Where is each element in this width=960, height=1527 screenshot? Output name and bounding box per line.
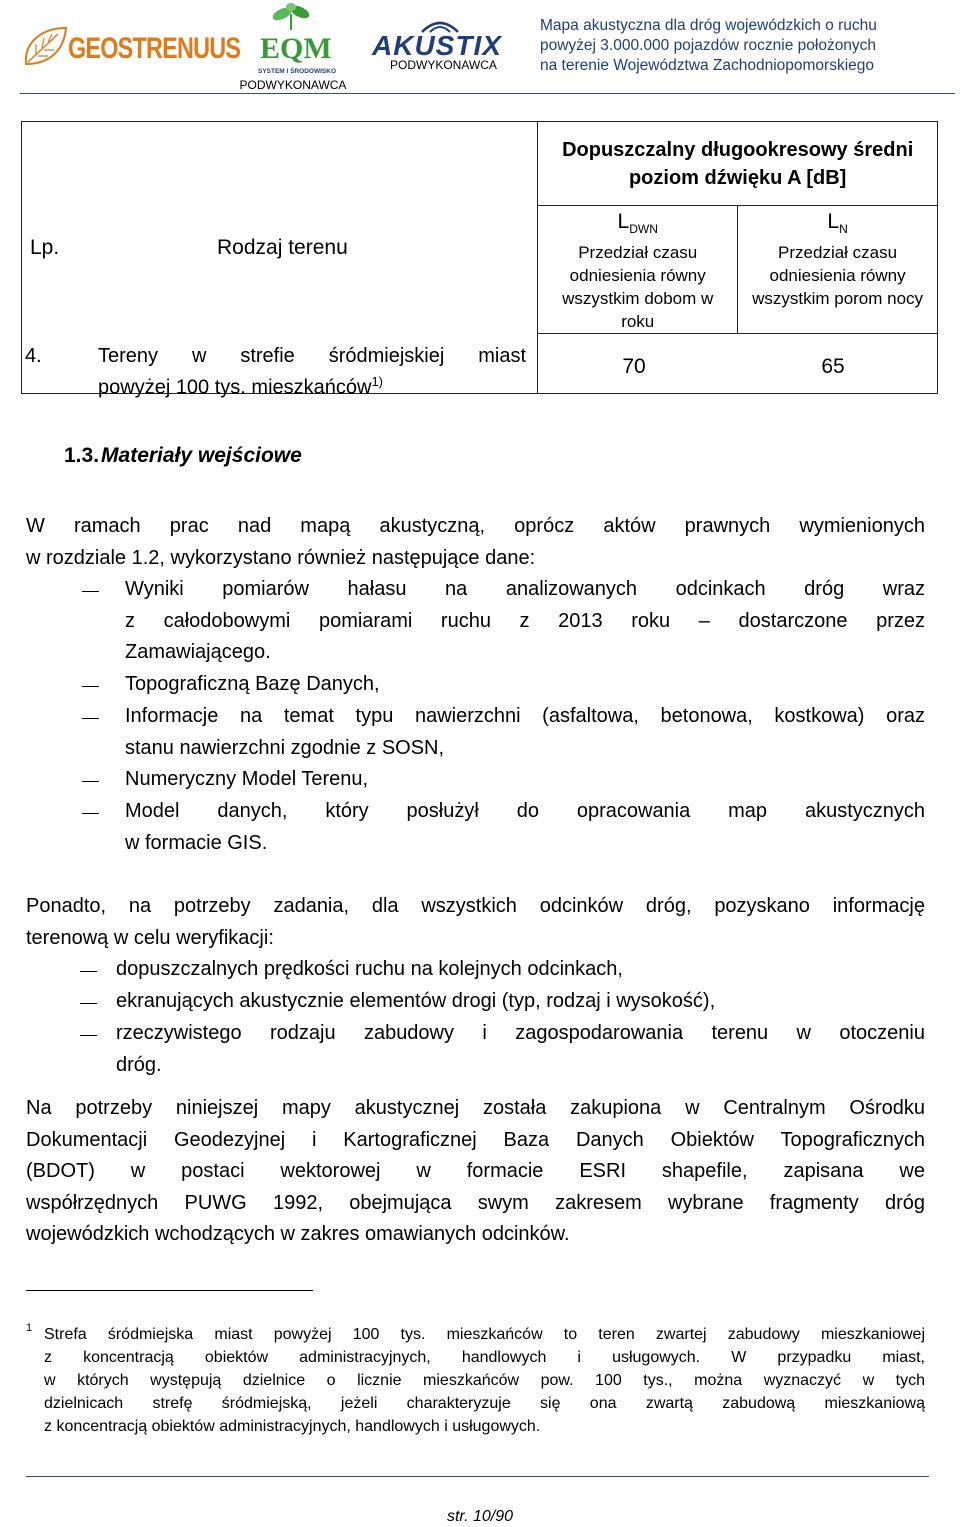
type-header-cell: [87, 122, 537, 334]
paragraph-line: terenową w celu weryfikacji:: [26, 926, 274, 949]
header: [0, 0, 960, 96]
list-item: [125, 574, 925, 669]
footnote-line: z koncentracją obiektów administracyjnych, handlowych i usługowych.: [44, 1418, 541, 1435]
lp-header-cell: [22, 122, 88, 334]
intro-line: W ramach prac nad mapą akustyczną, oprócz aktów prawnych wymienionych: [26, 515, 925, 537]
list-item-line: w formacie GIS.: [125, 831, 268, 854]
noise-limits-table: [21, 121, 938, 399]
intro-paragraph: [26, 511, 925, 574]
row-ldwn-value: 70: [622, 354, 646, 378]
row-type-footnote-ref: 1): [371, 373, 384, 389]
eqm-role: PODWYKONAWCA: [239, 78, 347, 92]
ln-description: Przedział czasu odniesienia równy wszystkim porom nocy: [752, 243, 924, 309]
paragraph-bdot: [26, 1093, 925, 1251]
section-heading: [64, 444, 302, 468]
list-item-line: stanu nawierzchni zgodnie z SOSN,: [125, 736, 445, 759]
list-item-line: Model danych, który posłużył do opracowania map akustycznych: [125, 800, 925, 822]
footnote-line: z koncentracją obiektów administracyjnych, handlowych i usługowych. W przypadku miast,: [44, 1349, 925, 1366]
ldwn-description: Przedział czasu odniesienia równy wszystkim dobom w roku: [562, 243, 714, 332]
bullet-dash: [82, 686, 99, 687]
ln-subscript: N: [839, 222, 848, 237]
list-item-line: dopuszczalnych prędkości ruchu na kolejnych odcinkach,: [116, 958, 623, 980]
row-type-line1: Tereny w strefie śródmiejskiej miast: [98, 344, 526, 367]
bullet-dash: [80, 1035, 97, 1036]
intro-line: w rozdziale 1.2, wykorzystano również następujące dane:: [26, 546, 536, 569]
row-type-cell: [22, 334, 538, 399]
row-ln-value: 65: [821, 354, 845, 378]
ldwn-header: [538, 206, 738, 334]
paragraph-line: Dokumentacji Geodezyjnej i Kartograficznej Baza Danych Obiektów Topograficznych: [26, 1128, 925, 1151]
list-item: [116, 1018, 925, 1081]
row-lp: 4.: [25, 344, 42, 367]
list-item-line: Informacje na temat typu nawierzchni (asfaltowa, betonowa, kostkowa) oraz: [125, 705, 925, 727]
paragraph-verification: [26, 891, 925, 954]
list-item-line: Topograficzną Bazę Danych,: [125, 673, 380, 695]
list-item-line: rzeczywistego rodzaju zabudowy i zagospodarowania terenu w otoczeniu: [116, 1022, 925, 1044]
list-item: [125, 701, 925, 764]
list-item-line: Zamawiającego.: [125, 641, 271, 663]
ldwn-subscript: DWN: [629, 222, 658, 237]
list-item-line: z całodobowymi pomiarami ruchu z 2013 roku – dostarczone przez: [125, 609, 925, 632]
eqm-tagline: SYSTEM I ŚRODOWISKO: [258, 68, 337, 75]
header-title-line: powyżej 3.000.000 pojazdów rocznie położonych: [540, 37, 877, 54]
paragraph-line: Ponadto, na potrzeby zadania, dla wszystkich odcinków dróg, pozyskano informację: [26, 895, 925, 917]
paragraph-line: Na potrzeby niniejszej mapy akustycznej została zakupiona w Centralnym Ośrodku: [26, 1097, 925, 1119]
section-title: Materiały wejściowe: [101, 444, 302, 467]
paragraph-line: (BDOT) w postaci wektorowej w formacie ESRI shapefile, zapisana we: [26, 1160, 925, 1183]
akustix-wordmark: AKUSTIX: [372, 30, 502, 61]
bullet-dash: [82, 781, 99, 782]
bullet-dash: [80, 971, 97, 972]
eqm-wordmark: EQM: [260, 32, 332, 65]
eqm-logo: [238, 2, 348, 92]
footnote-marker: 1: [26, 1322, 33, 1334]
list-item: [125, 669, 925, 701]
footnote-line: w których występują dzielnice o licznie mieszkańców pow. 100 tys., można wyznaczyć w tych: [44, 1372, 925, 1389]
row-type-line2: powyżej 100 tys. mieszkańców: [98, 376, 372, 399]
list-item-line: ekranujących akustycznie elementów drogi (typ, rodzaj i wysokość),: [116, 990, 716, 1012]
footnote-line: Strefa śródmiejska miast powyżej 100 tys. mieszkańców to teren zwartej zabudowy mieszkaniowej: [44, 1326, 925, 1343]
ln-symbol: L: [827, 210, 840, 233]
bullet-dash: [82, 591, 99, 592]
footnote-line: dzielnicach strefę śródmiejską, jeżeli charakteryzuje się ona zwartą zabudową mieszkaniową: [44, 1395, 925, 1412]
list-item: [116, 986, 925, 1018]
geostrenuus-logo: [22, 22, 241, 72]
header-divider: [20, 93, 955, 94]
group-header: Dopuszczalny długookresowy średni poziom dźwięku A [dB]: [538, 122, 938, 206]
table-row: [22, 334, 938, 394]
list-item: [125, 796, 925, 859]
list-item: [125, 764, 925, 796]
leaf-icon: [22, 24, 70, 68]
ln-header: [738, 206, 938, 334]
footnote-separator: [26, 1290, 313, 1291]
plant-icon: [266, 2, 316, 30]
list-item-line: Numeryczny Model Terenu,: [125, 768, 369, 790]
page-number: str. 10/90: [446, 1508, 514, 1525]
row-values-cell: [538, 334, 938, 394]
lp-header: Lp.: [30, 235, 60, 259]
bullet-dash: [82, 718, 99, 719]
ldwn-symbol: L: [617, 210, 630, 233]
footer-divider: [26, 1476, 929, 1477]
geostrenuus-wordmark: GEOSTRENUUS: [68, 32, 241, 65]
list-item-line: Wyniki pomiarów hałasu na analizowanych odcinkach dróg wraz: [125, 578, 925, 600]
footnote-text: [44, 1323, 925, 1438]
type-header: Rodzaj terenu: [217, 235, 348, 259]
header-title-line: Mapa akustyczna dla dróg wojewódzkich o ruchu: [540, 17, 877, 34]
bullet-dash: [82, 813, 99, 814]
paragraph-line: wojewódzkich wchodzących w zakres omawianych odcinków.: [26, 1223, 570, 1246]
section-number: 1.3.: [64, 444, 100, 467]
bullet-dash: [80, 1003, 97, 1004]
paragraph-line: współrzędnych PUWG 1992, obejmująca swym zakresem wybrane fragmenty dróg: [26, 1191, 925, 1214]
akustix-logo: [372, 18, 522, 74]
document-header-title: [540, 16, 940, 76]
list-item: [116, 954, 925, 986]
list-item-line: dróg.: [116, 1053, 162, 1076]
akustix-role: PODWYKONAWCA: [390, 58, 497, 72]
header-title-line: na terenie Województwa Zachodniopomorskiego: [540, 57, 875, 74]
